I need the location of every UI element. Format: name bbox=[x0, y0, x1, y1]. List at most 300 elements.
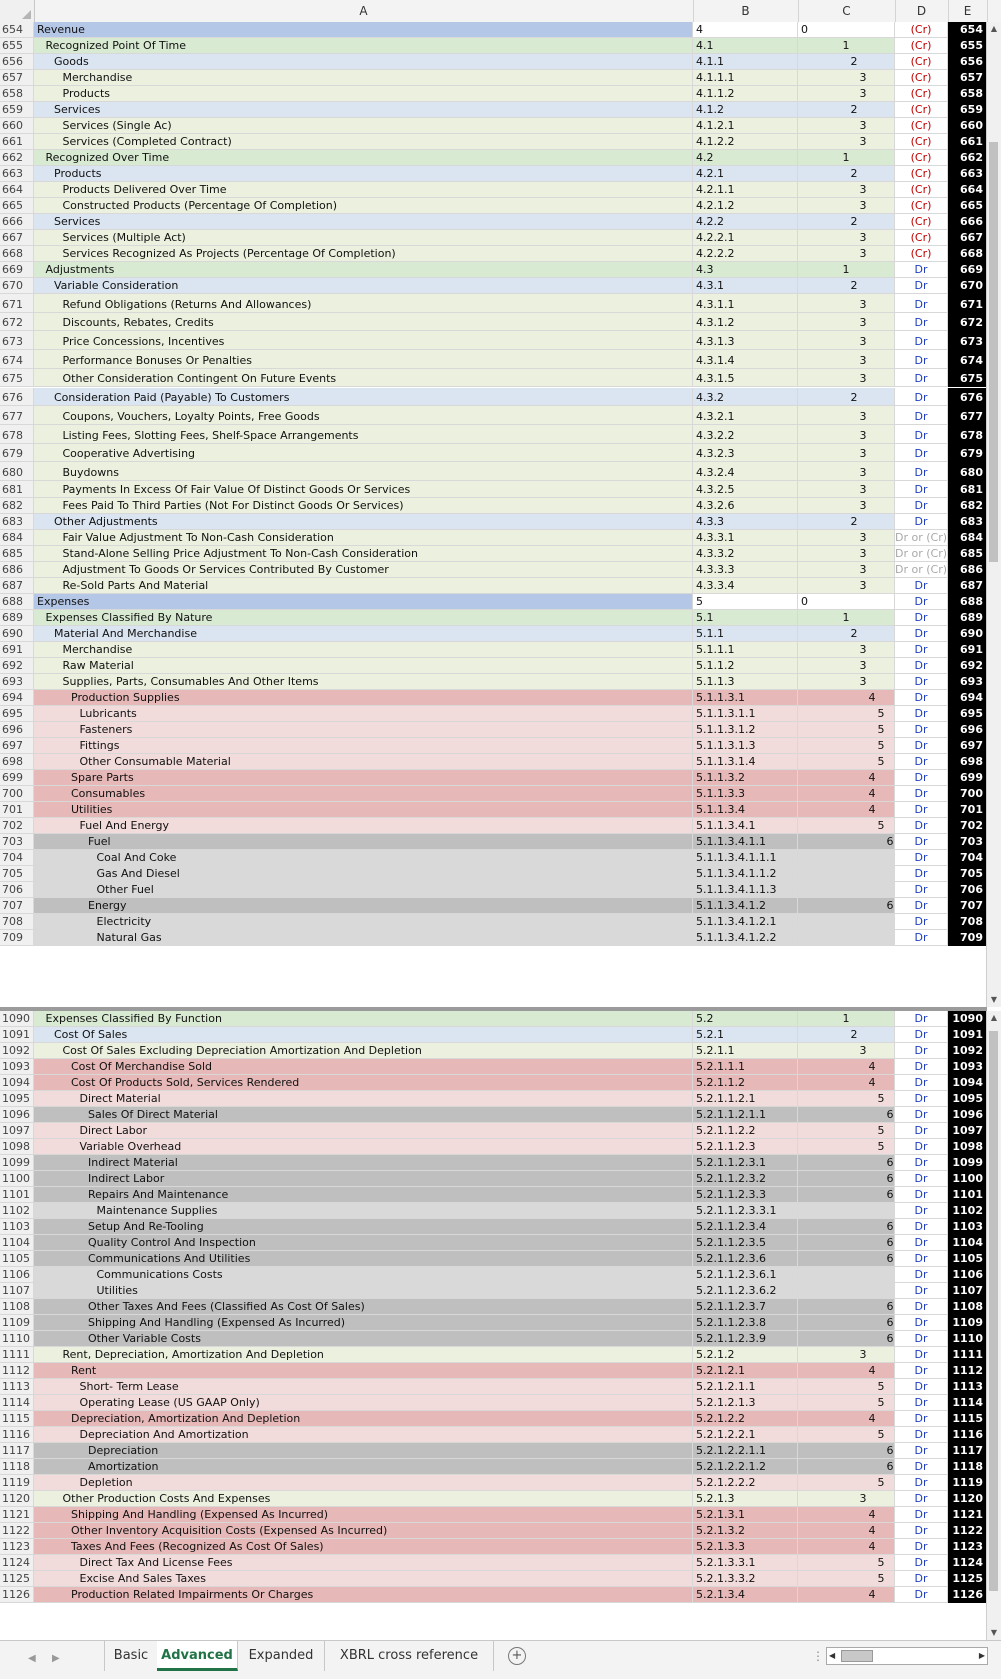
account-name-cell[interactable]: Fuel bbox=[34, 834, 693, 850]
account-name-cell[interactable]: Direct Material bbox=[34, 1091, 693, 1107]
level-cell[interactable]: 3 bbox=[798, 642, 895, 658]
balance-type-cell[interactable]: (Cr) bbox=[895, 102, 948, 118]
account-name-cell[interactable]: Coupons, Vouchers, Loyalty Points, Free Goods bbox=[34, 406, 693, 425]
account-code-cell[interactable]: 5.2.1.1.2.3.4 bbox=[693, 1219, 798, 1235]
row-number[interactable]: 669 bbox=[0, 262, 34, 278]
account-code-cell[interactable]: 4.3.1.1 bbox=[693, 294, 798, 313]
account-name-cell[interactable]: Recognized Over Time bbox=[34, 150, 693, 166]
account-code-cell[interactable]: 5.2.1.1.2.1.1 bbox=[693, 1107, 798, 1123]
level-cell[interactable]: 6 bbox=[798, 1155, 895, 1171]
level-cell[interactable]: 3 bbox=[798, 313, 895, 332]
row-reference-cell[interactable]: 1102 bbox=[948, 1203, 987, 1219]
level-cell[interactable]: 3 bbox=[798, 350, 895, 369]
balance-type-cell[interactable]: Dr bbox=[895, 1395, 948, 1411]
account-code-cell[interactable]: 5.2.1.2.1.1 bbox=[693, 1379, 798, 1395]
row-reference-cell[interactable]: 697 bbox=[948, 738, 987, 754]
account-code-cell[interactable]: 4.3 bbox=[693, 262, 798, 278]
account-name-cell[interactable]: Fees Paid To Third Parties (Not For Distinct Goods Or Services) bbox=[34, 498, 693, 514]
row-number[interactable]: 664 bbox=[0, 182, 34, 198]
account-code-cell[interactable]: 4.3.2.6 bbox=[693, 498, 798, 514]
balance-type-cell[interactable]: (Cr) bbox=[895, 198, 948, 214]
account-code-cell[interactable]: 5.2.1.3.3.2 bbox=[693, 1571, 798, 1587]
row-reference-cell[interactable]: 699 bbox=[948, 770, 987, 786]
account-name-cell[interactable]: Services bbox=[34, 102, 693, 118]
row-reference-cell[interactable]: 707 bbox=[948, 898, 987, 914]
balance-type-cell[interactable]: Dr bbox=[895, 369, 948, 388]
horizontal-scrollbar-thumb[interactable] bbox=[841, 1650, 873, 1662]
row-reference-cell[interactable]: 1118 bbox=[948, 1459, 987, 1475]
balance-type-cell[interactable]: Dr bbox=[895, 674, 948, 690]
level-cell[interactable]: 3 bbox=[798, 246, 895, 262]
account-code-cell[interactable]: 5.1.1.3.4.1 bbox=[693, 818, 798, 834]
level-cell[interactable] bbox=[798, 850, 905, 866]
balance-type-cell[interactable]: (Cr) bbox=[895, 70, 948, 86]
balance-type-cell[interactable]: Dr bbox=[895, 313, 948, 332]
account-name-cell[interactable]: Repairs And Maintenance bbox=[34, 1187, 693, 1203]
balance-type-cell[interactable]: Dr bbox=[895, 481, 948, 498]
account-name-cell[interactable]: Discounts, Rebates, Credits bbox=[34, 313, 693, 332]
row-reference-cell[interactable]: 1105 bbox=[948, 1251, 987, 1267]
row-number[interactable]: 1090 bbox=[0, 1011, 34, 1027]
row-reference-cell[interactable]: 661 bbox=[948, 134, 987, 150]
balance-type-cell[interactable]: (Cr) bbox=[895, 150, 948, 166]
account-name-cell[interactable]: Depletion bbox=[34, 1475, 693, 1491]
row-reference-cell[interactable]: 698 bbox=[948, 754, 987, 770]
level-cell[interactable]: 2 bbox=[798, 626, 895, 642]
account-name-cell[interactable]: Production Related Impairments Or Charges bbox=[34, 1587, 693, 1603]
column-header-c[interactable]: C bbox=[798, 0, 896, 22]
balance-type-cell[interactable]: Dr bbox=[895, 278, 948, 294]
level-cell[interactable]: 5 bbox=[798, 1123, 895, 1139]
row-reference-cell[interactable]: 685 bbox=[948, 546, 987, 562]
balance-type-cell[interactable]: Dr bbox=[895, 850, 948, 866]
row-number[interactable]: 677 bbox=[0, 406, 34, 425]
account-name-cell[interactable]: Services bbox=[34, 214, 693, 230]
row-reference-cell[interactable]: 1100 bbox=[948, 1171, 987, 1187]
row-number[interactable]: 1105 bbox=[0, 1251, 34, 1267]
level-cell[interactable]: 6 bbox=[798, 1187, 895, 1203]
balance-type-cell[interactable]: Dr bbox=[895, 802, 948, 818]
row-number[interactable]: 1117 bbox=[0, 1443, 34, 1459]
balance-type-cell[interactable]: Dr bbox=[895, 626, 948, 642]
level-cell[interactable]: 2 bbox=[798, 54, 895, 70]
level-cell[interactable]: 3 bbox=[798, 530, 895, 546]
row-reference-cell[interactable]: 700 bbox=[948, 786, 987, 802]
account-name-cell[interactable]: Cost Of Products Sold, Services Rendered bbox=[34, 1075, 693, 1091]
row-number[interactable]: 666 bbox=[0, 214, 34, 230]
row-number[interactable]: 688 bbox=[0, 594, 34, 610]
level-cell[interactable]: 3 bbox=[798, 562, 895, 578]
account-name-cell[interactable]: Spare Parts bbox=[34, 770, 693, 786]
account-code-cell[interactable]: 5.2.1.1.2.3.9 bbox=[693, 1331, 798, 1347]
balance-type-cell[interactable]: Dr bbox=[895, 1283, 948, 1299]
level-cell[interactable]: 4 bbox=[798, 786, 895, 802]
account-code-cell[interactable]: 5.2.1.3.3.1 bbox=[693, 1555, 798, 1571]
account-code-cell[interactable]: 4.1 bbox=[693, 38, 798, 54]
account-code-cell[interactable]: 5.2.1.3.2 bbox=[693, 1523, 798, 1539]
account-code-cell[interactable]: 4.3.2.3 bbox=[693, 444, 798, 463]
balance-type-cell[interactable]: (Cr) bbox=[895, 38, 948, 54]
account-name-cell[interactable]: Services (Single Ac) bbox=[34, 118, 693, 134]
row-reference-cell[interactable]: 663 bbox=[948, 166, 987, 182]
row-number[interactable]: 665 bbox=[0, 198, 34, 214]
account-code-cell[interactable]: 4.3.1.2 bbox=[693, 313, 798, 332]
level-cell[interactable]: 4 bbox=[798, 1539, 895, 1555]
account-code-cell[interactable]: 5.2.1.1.2.3.7 bbox=[693, 1299, 798, 1315]
row-reference-cell[interactable]: 1119 bbox=[948, 1475, 987, 1491]
row-reference-cell[interactable]: 657 bbox=[948, 70, 987, 86]
row-reference-cell[interactable]: 667 bbox=[948, 230, 987, 246]
account-code-cell[interactable]: 5.2.1.1.2.2 bbox=[693, 1123, 798, 1139]
scrollbar-thumb[interactable] bbox=[989, 142, 998, 562]
account-name-cell[interactable]: Shipping And Handling (Expensed As Incurred) bbox=[34, 1315, 693, 1331]
level-cell[interactable]: 3 bbox=[798, 369, 895, 388]
level-cell[interactable]: 3 bbox=[798, 70, 895, 86]
account-code-cell[interactable]: 5.2.1.1.2.3.6.2 bbox=[693, 1283, 798, 1299]
row-reference-cell[interactable]: 708 bbox=[948, 914, 987, 930]
row-reference-cell[interactable]: 1121 bbox=[948, 1507, 987, 1523]
account-code-cell[interactable]: 5.1.1.3 bbox=[693, 674, 798, 690]
row-reference-cell[interactable]: 709 bbox=[948, 930, 987, 946]
balance-type-cell[interactable]: Dr bbox=[895, 1043, 948, 1059]
account-code-cell[interactable]: 4.1.2.1 bbox=[693, 118, 798, 134]
level-cell[interactable]: 3 bbox=[798, 182, 895, 198]
level-cell[interactable]: 2 bbox=[798, 514, 895, 530]
bottom-vertical-scrollbar[interactable] bbox=[986, 1011, 1001, 1640]
account-code-cell[interactable]: 5.1.1 bbox=[693, 626, 798, 642]
balance-type-cell[interactable]: Dr bbox=[895, 1235, 948, 1251]
column-header-b[interactable]: B bbox=[693, 0, 799, 22]
row-reference-cell[interactable]: 1114 bbox=[948, 1395, 987, 1411]
balance-type-cell[interactable]: Dr bbox=[895, 1347, 948, 1363]
prev-sheet-arrow-icon[interactable]: ◀ bbox=[28, 1653, 36, 1664]
level-cell[interactable]: 5 bbox=[798, 706, 895, 722]
row-reference-cell[interactable]: 1092 bbox=[948, 1043, 987, 1059]
row-number[interactable]: 660 bbox=[0, 118, 34, 134]
row-number[interactable]: 1113 bbox=[0, 1379, 34, 1395]
row-number[interactable]: 1091 bbox=[0, 1027, 34, 1043]
row-reference-cell[interactable]: 680 bbox=[948, 462, 987, 481]
account-name-cell[interactable]: Merchandise bbox=[34, 642, 693, 658]
balance-type-cell[interactable]: Dr bbox=[895, 1091, 948, 1107]
level-cell[interactable] bbox=[798, 866, 905, 882]
row-reference-cell[interactable]: 1093 bbox=[948, 1059, 987, 1075]
balance-type-cell[interactable]: Dr bbox=[895, 1155, 948, 1171]
row-number[interactable]: 696 bbox=[0, 722, 34, 738]
level-cell[interactable]: 3 bbox=[798, 1491, 895, 1507]
row-reference-cell[interactable]: 681 bbox=[948, 481, 987, 498]
account-code-cell[interactable]: 5.2.1.1.2.3.6 bbox=[693, 1251, 798, 1267]
scroll-down-arrow-icon[interactable]: ▼ bbox=[990, 995, 998, 1004]
balance-type-cell[interactable]: (Cr) bbox=[895, 22, 948, 38]
account-code-cell[interactable]: 5.1.1.3.1 bbox=[693, 690, 798, 706]
row-number[interactable]: 1109 bbox=[0, 1315, 34, 1331]
row-reference-cell[interactable]: 1110 bbox=[948, 1331, 987, 1347]
row-reference-cell[interactable]: 1101 bbox=[948, 1187, 987, 1203]
row-reference-cell[interactable]: 1115 bbox=[948, 1411, 987, 1427]
account-name-cell[interactable]: Buydowns bbox=[34, 462, 693, 481]
account-code-cell[interactable]: 5.2.1 bbox=[693, 1027, 798, 1043]
balance-type-cell[interactable]: Dr bbox=[895, 1027, 948, 1043]
account-code-cell[interactable]: 5.1.1.3.3 bbox=[693, 786, 798, 802]
account-code-cell[interactable]: 5.2.1.1.2 bbox=[693, 1075, 798, 1091]
account-code-cell[interactable]: 4.3.2.1 bbox=[693, 406, 798, 425]
account-name-cell[interactable]: Quality Control And Inspection bbox=[34, 1235, 693, 1251]
account-name-cell[interactable]: Other Variable Costs bbox=[34, 1331, 693, 1347]
level-cell[interactable]: 3 bbox=[798, 230, 895, 246]
account-name-cell[interactable]: Lubricants bbox=[34, 706, 693, 722]
level-cell[interactable]: 4 bbox=[798, 1411, 895, 1427]
row-number[interactable]: 702 bbox=[0, 818, 34, 834]
account-code-cell[interactable]: 5.2.1.1 bbox=[693, 1043, 798, 1059]
account-name-cell[interactable]: Communications And Utilities bbox=[34, 1251, 693, 1267]
row-reference-cell[interactable]: 1104 bbox=[948, 1235, 987, 1251]
balance-type-cell[interactable]: Dr bbox=[895, 658, 948, 674]
level-cell[interactable]: 5 bbox=[798, 738, 895, 754]
row-number[interactable]: 679 bbox=[0, 444, 34, 463]
balance-type-cell[interactable]: Dr bbox=[895, 754, 948, 770]
balance-type-cell[interactable]: Dr bbox=[895, 1171, 948, 1187]
account-name-cell[interactable]: Depreciation bbox=[34, 1443, 693, 1459]
balance-type-cell[interactable]: Dr bbox=[895, 1251, 948, 1267]
row-reference-cell[interactable]: 664 bbox=[948, 182, 987, 198]
level-cell[interactable]: 3 bbox=[798, 118, 895, 134]
row-number[interactable]: 682 bbox=[0, 498, 34, 514]
account-name-cell[interactable]: Consideration Paid (Payable) To Customers bbox=[34, 388, 693, 407]
account-name-cell[interactable]: Production Supplies bbox=[34, 690, 693, 706]
level-cell[interactable]: 3 bbox=[798, 406, 895, 425]
account-name-cell[interactable]: Natural Gas bbox=[34, 930, 693, 946]
account-code-cell[interactable]: 5.2.1.2 bbox=[693, 1347, 798, 1363]
row-reference-cell[interactable]: 655 bbox=[948, 38, 987, 54]
row-number[interactable]: 1095 bbox=[0, 1091, 34, 1107]
account-code-cell[interactable]: 5.1.1.3.1.2 bbox=[693, 722, 798, 738]
balance-type-cell[interactable]: (Cr) bbox=[895, 214, 948, 230]
row-number[interactable]: 1107 bbox=[0, 1283, 34, 1299]
scrollbar-thumb[interactable] bbox=[989, 1031, 998, 1591]
account-name-cell[interactable]: Services (Multiple Act) bbox=[34, 230, 693, 246]
column-header-d[interactable]: D bbox=[895, 0, 949, 22]
row-number[interactable]: 697 bbox=[0, 738, 34, 754]
account-code-cell[interactable]: 4.2.2 bbox=[693, 214, 798, 230]
level-cell[interactable]: 3 bbox=[798, 294, 895, 313]
account-name-cell[interactable]: Amortization bbox=[34, 1459, 693, 1475]
row-number[interactable]: 672 bbox=[0, 313, 34, 332]
account-name-cell[interactable]: Re-Sold Parts And Material bbox=[34, 578, 693, 594]
row-reference-cell[interactable]: 659 bbox=[948, 102, 987, 118]
level-cell[interactable]: 1 bbox=[798, 262, 895, 278]
account-code-cell[interactable]: 5.1.1.3.4.1.1 bbox=[693, 834, 798, 850]
level-cell[interactable]: 3 bbox=[798, 444, 895, 463]
balance-type-cell[interactable]: Dr bbox=[895, 425, 948, 444]
row-number[interactable]: 1097 bbox=[0, 1123, 34, 1139]
row-reference-cell[interactable]: 687 bbox=[948, 578, 987, 594]
account-name-cell[interactable]: Gas And Diesel bbox=[34, 866, 693, 882]
account-name-cell[interactable]: Direct Labor bbox=[34, 1123, 693, 1139]
account-name-cell[interactable]: Other Inventory Acquisition Costs (Expensed As Incurred) bbox=[34, 1523, 693, 1539]
account-code-cell[interactable]: 4.3.1.4 bbox=[693, 350, 798, 369]
row-number[interactable]: 1123 bbox=[0, 1539, 34, 1555]
row-reference-cell[interactable]: 703 bbox=[948, 834, 987, 850]
balance-type-cell[interactable]: Dr bbox=[895, 914, 948, 930]
level-cell[interactable]: 1 bbox=[798, 1011, 895, 1027]
row-number[interactable]: 673 bbox=[0, 331, 34, 350]
row-number[interactable]: 659 bbox=[0, 102, 34, 118]
balance-type-cell[interactable]: Dr bbox=[895, 388, 948, 407]
balance-type-cell[interactable]: Dr bbox=[895, 331, 948, 350]
row-reference-cell[interactable]: 1099 bbox=[948, 1155, 987, 1171]
level-cell[interactable] bbox=[798, 914, 905, 930]
row-number[interactable]: 1114 bbox=[0, 1395, 34, 1411]
account-code-cell[interactable]: 5.2.1.2.1 bbox=[693, 1363, 798, 1379]
tab-split-handle-icon[interactable]: ⋮ bbox=[812, 1649, 824, 1663]
row-reference-cell[interactable]: 670 bbox=[948, 278, 987, 294]
row-reference-cell[interactable]: 688 bbox=[948, 594, 987, 610]
row-reference-cell[interactable]: 666 bbox=[948, 214, 987, 230]
row-number[interactable]: 656 bbox=[0, 54, 34, 70]
row-number[interactable]: 690 bbox=[0, 626, 34, 642]
balance-type-cell[interactable]: Dr bbox=[895, 1107, 948, 1123]
row-number[interactable]: 1098 bbox=[0, 1139, 34, 1155]
level-cell[interactable]: 5 bbox=[798, 1475, 895, 1491]
level-cell[interactable]: 4 bbox=[798, 1523, 895, 1539]
account-name-cell[interactable]: Fuel And Energy bbox=[34, 818, 693, 834]
account-code-cell[interactable]: 4.3.1.5 bbox=[693, 369, 798, 388]
row-number[interactable]: 704 bbox=[0, 850, 34, 866]
row-number[interactable]: 691 bbox=[0, 642, 34, 658]
add-sheet-icon[interactable]: + bbox=[508, 1647, 526, 1665]
level-cell[interactable]: 3 bbox=[798, 1347, 895, 1363]
balance-type-cell[interactable]: Dr or (Cr) bbox=[894, 547, 948, 560]
scroll-up-arrow-icon[interactable]: ▲ bbox=[990, 24, 998, 33]
row-number[interactable]: 1106 bbox=[0, 1267, 34, 1283]
account-code-cell[interactable]: 4 bbox=[693, 22, 798, 38]
account-code-cell[interactable]: 5.1.1.3.2 bbox=[693, 770, 798, 786]
level-cell[interactable]: 4 bbox=[798, 1363, 895, 1379]
account-name-cell[interactable]: Merchandise bbox=[34, 70, 693, 86]
sheet-tab-basic[interactable]: Basic bbox=[104, 1641, 158, 1671]
row-number[interactable]: 671 bbox=[0, 294, 34, 313]
row-number[interactable]: 1126 bbox=[0, 1587, 34, 1603]
row-number[interactable]: 693 bbox=[0, 674, 34, 690]
account-code-cell[interactable]: 5.2.1.1.2.3.8 bbox=[693, 1315, 798, 1331]
account-name-cell[interactable]: Expenses Classified By Nature bbox=[34, 610, 693, 626]
row-reference-cell[interactable]: 1098 bbox=[948, 1139, 987, 1155]
row-number[interactable]: 662 bbox=[0, 150, 34, 166]
account-code-cell[interactable]: 4.3.3.2 bbox=[693, 546, 798, 562]
account-name-cell[interactable]: Coal And Coke bbox=[34, 850, 693, 866]
account-name-cell[interactable]: Products bbox=[34, 86, 693, 102]
balance-type-cell[interactable]: (Cr) bbox=[895, 118, 948, 134]
account-name-cell[interactable]: Cost Of Sales bbox=[34, 1027, 693, 1043]
level-cell[interactable]: 5 bbox=[798, 818, 895, 834]
balance-type-cell[interactable]: Dr bbox=[895, 462, 948, 481]
account-name-cell[interactable]: Depreciation, Amortization And Depletion bbox=[34, 1411, 693, 1427]
account-code-cell[interactable]: 5.2.1.3 bbox=[693, 1491, 798, 1507]
row-number[interactable]: 687 bbox=[0, 578, 34, 594]
level-cell[interactable]: 4 bbox=[798, 1507, 895, 1523]
level-cell[interactable]: 6 bbox=[798, 1459, 895, 1475]
row-reference-cell[interactable]: 1116 bbox=[948, 1427, 987, 1443]
level-cell[interactable]: 6 bbox=[798, 1107, 895, 1123]
row-number[interactable]: 1124 bbox=[0, 1555, 34, 1571]
row-number[interactable]: 667 bbox=[0, 230, 34, 246]
account-code-cell[interactable]: 5.2.1.1.2.3.6.1 bbox=[693, 1267, 798, 1283]
row-number[interactable]: 1104 bbox=[0, 1235, 34, 1251]
balance-type-cell[interactable]: Dr bbox=[895, 1011, 948, 1027]
account-code-cell[interactable]: 4.3.2.2 bbox=[693, 425, 798, 444]
row-number[interactable]: 695 bbox=[0, 706, 34, 722]
account-name-cell[interactable]: Sales Of Direct Material bbox=[34, 1107, 693, 1123]
row-reference-cell[interactable]: 702 bbox=[948, 818, 987, 834]
account-name-cell[interactable]: Cost Of Merchandise Sold bbox=[34, 1059, 693, 1075]
account-name-cell[interactable]: Services (Completed Contract) bbox=[34, 134, 693, 150]
account-code-cell[interactable]: 5.2.1.1.1 bbox=[693, 1059, 798, 1075]
row-reference-cell[interactable]: 1125 bbox=[948, 1571, 987, 1587]
row-number[interactable]: 1103 bbox=[0, 1219, 34, 1235]
level-cell[interactable]: 5 bbox=[798, 1379, 895, 1395]
row-reference-cell[interactable]: 693 bbox=[948, 674, 987, 690]
row-reference-cell[interactable]: 696 bbox=[948, 722, 987, 738]
account-name-cell[interactable]: Performance Bonuses Or Penalties bbox=[34, 350, 693, 369]
account-code-cell[interactable]: 4.2.2.1 bbox=[693, 230, 798, 246]
account-name-cell[interactable]: Expenses Classified By Function bbox=[34, 1011, 693, 1027]
balance-type-cell[interactable]: Dr bbox=[895, 1059, 948, 1075]
row-reference-cell[interactable]: 691 bbox=[948, 642, 987, 658]
account-name-cell[interactable]: Other Taxes And Fees (Classified As Cost Of Sales) bbox=[34, 1299, 693, 1315]
row-number[interactable]: 1118 bbox=[0, 1459, 34, 1475]
level-cell[interactable]: 6 bbox=[798, 898, 895, 914]
row-reference-cell[interactable]: 1122 bbox=[948, 1523, 987, 1539]
account-code-cell[interactable]: 4.3.3.3 bbox=[693, 562, 798, 578]
row-reference-cell[interactable]: 672 bbox=[948, 313, 987, 332]
row-number[interactable]: 1102 bbox=[0, 1203, 34, 1219]
balance-type-cell[interactable]: Dr bbox=[895, 498, 948, 514]
balance-type-cell[interactable]: Dr bbox=[895, 610, 948, 626]
balance-type-cell[interactable]: Dr bbox=[895, 1075, 948, 1091]
account-code-cell[interactable]: 5.2.1.2.1.3 bbox=[693, 1395, 798, 1411]
row-number[interactable]: 692 bbox=[0, 658, 34, 674]
row-number[interactable]: 701 bbox=[0, 802, 34, 818]
account-code-cell[interactable]: 5.1.1.3.4.1.1.1 bbox=[693, 850, 798, 866]
level-cell[interactable]: 6 bbox=[798, 1443, 895, 1459]
account-name-cell[interactable]: Excise And Sales Taxes bbox=[34, 1571, 693, 1587]
row-number[interactable]: 1112 bbox=[0, 1363, 34, 1379]
balance-type-cell[interactable]: Dr bbox=[895, 1507, 948, 1523]
level-cell[interactable]: 3 bbox=[798, 198, 895, 214]
account-name-cell[interactable]: Raw Material bbox=[34, 658, 693, 674]
account-name-cell[interactable]: Supplies, Parts, Consumables And Other Items bbox=[34, 674, 693, 690]
row-reference-cell[interactable]: 1109 bbox=[948, 1315, 987, 1331]
row-number[interactable]: 684 bbox=[0, 530, 34, 546]
balance-type-cell[interactable]: Dr bbox=[895, 514, 948, 530]
balance-type-cell[interactable]: Dr bbox=[895, 1587, 948, 1603]
column-header-a[interactable]: A bbox=[34, 0, 694, 22]
level-cell[interactable]: 4 bbox=[798, 1059, 895, 1075]
column-header-e[interactable]: E bbox=[948, 0, 988, 22]
level-cell[interactable] bbox=[798, 882, 905, 898]
row-reference-cell[interactable]: 668 bbox=[948, 246, 987, 262]
level-cell[interactable]: 5 bbox=[798, 1395, 895, 1411]
account-code-cell[interactable]: 4.2.1 bbox=[693, 166, 798, 182]
balance-type-cell[interactable]: Dr bbox=[895, 1571, 948, 1587]
balance-type-cell[interactable]: Dr bbox=[895, 294, 948, 313]
row-number[interactable]: 678 bbox=[0, 425, 34, 444]
balance-type-cell[interactable]: Dr bbox=[895, 1363, 948, 1379]
balance-type-cell[interactable]: Dr bbox=[895, 1315, 948, 1331]
balance-type-cell[interactable]: Dr bbox=[895, 706, 948, 722]
row-number[interactable]: 689 bbox=[0, 610, 34, 626]
